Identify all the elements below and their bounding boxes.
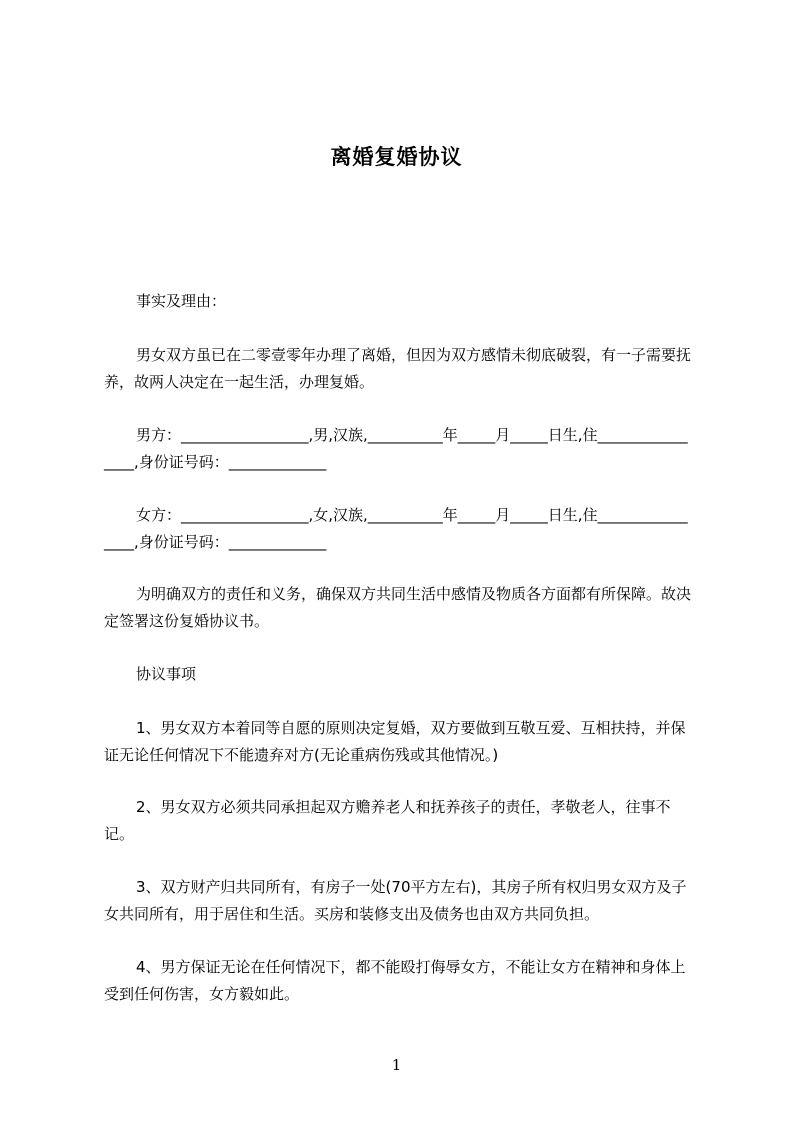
agreement-heading: 协议事项 bbox=[136, 665, 197, 683]
agreement-item-3: 3、双方财产归共同所有，有房子一处(70平方左右)，其房子所有权归男女双方及子女共同所有，用于居住和生活。买房和装修支出及债务也由双方共同负担。 bbox=[104, 878, 687, 923]
agreement-item-2: 2、男女双方必须共同承担起双方赡养老人和抚养孩子的责任，孝敬老人，往事不记。 bbox=[104, 798, 671, 843]
facts-body: 男女双方虽已在二零壹零年办理了离婚，但因为双方感情未彻底破裂，有一子需要抚养，故两人决定在一起生活，办理复婚。 bbox=[104, 346, 692, 391]
agreement-item-4: 4、男方保证无论在任何情况下，都不能殴打侮辱女方，不能让女方在精神和身体上受到任何伤害，女方毅如此。 bbox=[104, 958, 686, 1003]
male-party-line: 男方：_________________,男,汉族,__________年_____月_____日生,住________________,身份证号码：_____________ bbox=[104, 426, 688, 471]
purpose-paragraph: 为明确双方的责任和义务，确保双方共同生活中感情及物质各方面都有所保障。故决定签署这份复婚协议书。 bbox=[104, 585, 692, 630]
facts-heading: 事实及理由： bbox=[136, 292, 227, 310]
agreement-item-1: 1、男女双方本着同等自愿的原则决定复婚，双方要做到互敬互爱、互相扶持，并保证无论任何情况下不能遗弃对方(无论重病伤残或其他情况。) bbox=[104, 719, 686, 764]
female-party-line: 女方：_________________,女,汉族,__________年_____月_____日生,住________________,身份证号码：_____________ bbox=[104, 506, 688, 551]
page-number: 1 bbox=[391, 1056, 402, 1074]
document-title: 离婚复婚协议 bbox=[330, 145, 463, 169]
